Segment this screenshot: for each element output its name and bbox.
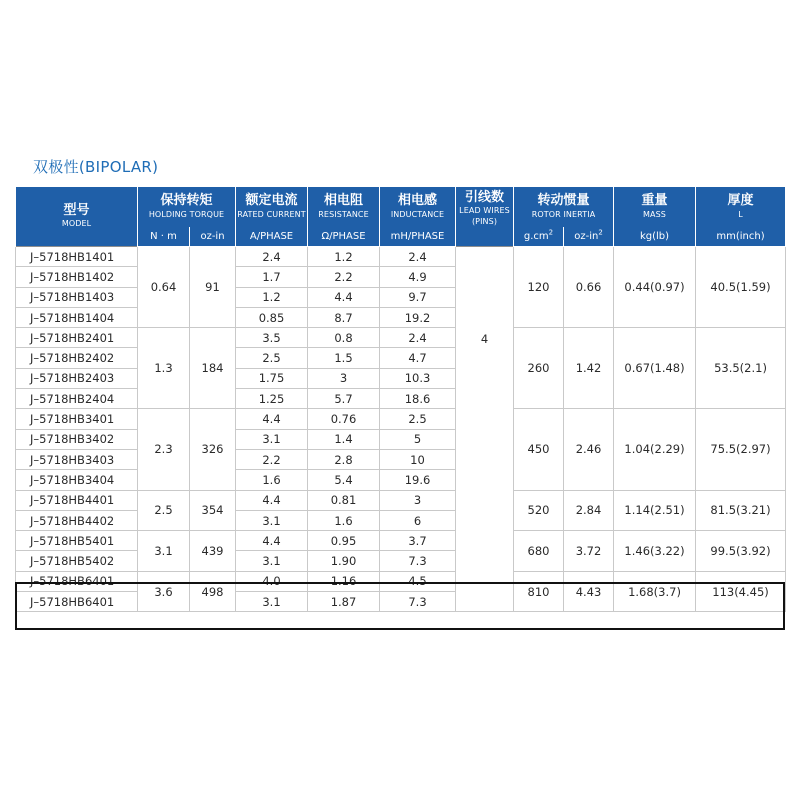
- model-cell: J–5718HB1402: [16, 267, 138, 287]
- table-title: 双极性(BIPOLAR): [33, 158, 159, 176]
- current-cell: 4.0: [236, 571, 308, 591]
- mass-cell: 1.68(3.7): [614, 571, 696, 612]
- resistance-cell: 1.16: [308, 571, 380, 591]
- header-resistance: 相电阻 RESISTANCE: [308, 187, 380, 227]
- torque-ozin-cell: 439: [190, 531, 236, 572]
- length-cell: 99.5(3.92): [696, 531, 786, 572]
- table-row: [16, 247, 786, 267]
- current-cell: 2.4: [236, 247, 308, 267]
- model-cell: J–5718HB3401: [16, 409, 138, 429]
- model-cell: J–5718HB3402: [16, 429, 138, 449]
- inductance-cell: 9.7: [380, 287, 456, 307]
- unit-mm-inch: mm(inch): [696, 227, 786, 247]
- inductance-cell: 19.2: [380, 307, 456, 327]
- resistance-cell: 1.87: [308, 592, 380, 612]
- inductance-cell: 4.7: [380, 348, 456, 368]
- inductance-cell: 10.3: [380, 368, 456, 388]
- length-cell: 113(4.45): [696, 571, 786, 612]
- torque-nm-cell: 3.6: [138, 571, 190, 612]
- torque-nm-cell: 3.1: [138, 531, 190, 572]
- model-cell: J–5718HB4402: [16, 510, 138, 530]
- model-cell: J–5718HB3404: [16, 470, 138, 490]
- torque-nm-cell: 2.3: [138, 409, 190, 490]
- model-cell: J–5718HB2404: [16, 389, 138, 409]
- current-cell: 1.2: [236, 287, 308, 307]
- current-cell: 4.4: [236, 409, 308, 429]
- inertia-gcm2-cell: 260: [514, 328, 564, 409]
- table-row: [16, 409, 786, 429]
- lead-wires-cell: [456, 247, 514, 612]
- length-cell: 81.5(3.21): [696, 490, 786, 531]
- lead-wires-value: 4: [480, 332, 489, 347]
- current-cell: 3.5: [236, 328, 308, 348]
- inductance-cell: 19.6: [380, 470, 456, 490]
- mass-cell: 1.14(2.51): [614, 490, 696, 531]
- current-cell: 2.2: [236, 449, 308, 469]
- resistance-cell: 3: [308, 368, 380, 388]
- current-cell: 0.85: [236, 307, 308, 327]
- table-row: [16, 531, 786, 551]
- unit-mh-phase: mH/PHASE: [380, 227, 456, 247]
- model-cell: J–5718HB2402: [16, 348, 138, 368]
- unit-kg-lb: kg(lb): [614, 227, 696, 247]
- inertia-gcm2-cell: 680: [514, 531, 564, 572]
- current-cell: 2.5: [236, 348, 308, 368]
- length-cell: 75.5(2.97): [696, 409, 786, 490]
- inertia-ozin2-cell: 1.42: [564, 328, 614, 409]
- inductance-cell: 2.4: [380, 328, 456, 348]
- resistance-cell: 1.4: [308, 429, 380, 449]
- table-row: [16, 328, 786, 348]
- header-lead-wires: 引线数 LEAD WIRES (PINS): [456, 187, 514, 247]
- unit-a-phase: A/PHASE: [236, 227, 308, 247]
- inertia-ozin2-cell: 0.66: [564, 247, 614, 328]
- header-length: 厚度 L: [696, 187, 786, 227]
- torque-nm-cell: 1.3: [138, 328, 190, 409]
- inertia-gcm2-cell: 810: [514, 571, 564, 612]
- resistance-cell: 2.8: [308, 449, 380, 469]
- resistance-cell: 4.4: [308, 287, 380, 307]
- header-rotor-inertia: 转动惯量 ROTOR INERTIA: [514, 187, 614, 227]
- resistance-cell: 5.4: [308, 470, 380, 490]
- unit-ozin2: $oz-in^2$: [564, 227, 614, 247]
- inductance-cell: 4.9: [380, 267, 456, 287]
- unit-ohm-phase: Ω/PHASE: [308, 227, 380, 247]
- current-cell: 4.4: [236, 531, 308, 551]
- model-cell: J–5718HB1403: [16, 287, 138, 307]
- inertia-gcm2-cell: 520: [514, 490, 564, 531]
- model-cell: J–5718HB2403: [16, 368, 138, 388]
- header-model: 型号 MODEL: [16, 187, 138, 247]
- inertia-gcm2-cell: 450: [514, 409, 564, 490]
- header-mass: 重量 MASS: [614, 187, 696, 227]
- resistance-cell: 0.8: [308, 328, 380, 348]
- model-cell: J–5718HB1404: [16, 307, 138, 327]
- inertia-gcm2-cell: 120: [514, 247, 564, 328]
- mass-cell: 1.46(3.22): [614, 531, 696, 572]
- resistance-cell: 0.95: [308, 531, 380, 551]
- unit-nm: N · m: [138, 227, 190, 247]
- inertia-ozin2-cell: 3.72: [564, 531, 614, 572]
- current-cell: 1.7: [236, 267, 308, 287]
- resistance-cell: 1.6: [308, 510, 380, 530]
- current-cell: 4.4: [236, 490, 308, 510]
- current-cell: 3.1: [236, 592, 308, 612]
- resistance-cell: 0.76: [308, 409, 380, 429]
- mass-cell: 0.67(1.48): [614, 328, 696, 409]
- header-inductance: 相电感 INDUCTANCE: [380, 187, 456, 227]
- current-cell: 1.25: [236, 389, 308, 409]
- header-rated-current: 额定电流 RATED CURRENT: [236, 187, 308, 227]
- unit-gcm2: $g.cm^2$: [514, 227, 564, 247]
- table-row: [16, 571, 786, 591]
- torque-ozin-cell: 184: [190, 328, 236, 409]
- inductance-cell: 7.3: [380, 592, 456, 612]
- unit-ozin: oz-in: [190, 227, 236, 247]
- inductance-cell: 18.6: [380, 389, 456, 409]
- torque-ozin-cell: 498: [190, 571, 236, 612]
- torque-nm-cell: 2.5: [138, 490, 190, 531]
- torque-nm-cell: 0.64: [138, 247, 190, 328]
- inductance-cell: 5: [380, 429, 456, 449]
- model-cell: J–5718HB5402: [16, 551, 138, 571]
- inductance-cell: 3.7: [380, 531, 456, 551]
- inductance-cell: 3: [380, 490, 456, 510]
- mass-cell: 0.44(0.97): [614, 247, 696, 328]
- model-cell: J–5718HB6401: [16, 571, 138, 591]
- inductance-cell: 2.5: [380, 409, 456, 429]
- length-cell: 53.5(2.1): [696, 328, 786, 409]
- current-cell: 1.6: [236, 470, 308, 490]
- bipolar-spec-table: [15, 187, 786, 612]
- model-cell: J–5718HB2401: [16, 328, 138, 348]
- inductance-cell: 10: [380, 449, 456, 469]
- current-cell: 3.1: [236, 510, 308, 530]
- inductance-cell: 4.5: [380, 571, 456, 591]
- mass-cell: 1.04(2.29): [614, 409, 696, 490]
- resistance-cell: 8.7: [308, 307, 380, 327]
- resistance-cell: 1.2: [308, 247, 380, 267]
- resistance-cell: 1.5: [308, 348, 380, 368]
- resistance-cell: 2.2: [308, 267, 380, 287]
- resistance-cell: 1.90: [308, 551, 380, 571]
- model-cell: J–5718HB6401: [16, 592, 138, 612]
- inertia-ozin2-cell: 2.84: [564, 490, 614, 531]
- inertia-ozin2-cell: 4.43: [564, 571, 614, 612]
- resistance-cell: 5.7: [308, 389, 380, 409]
- inductance-cell: 2.4: [380, 247, 456, 267]
- model-cell: J–5718HB1401: [16, 247, 138, 267]
- torque-ozin-cell: 91: [190, 247, 236, 328]
- model-cell: J–5718HB5401: [16, 531, 138, 551]
- model-cell: J–5718HB4401: [16, 490, 138, 510]
- inductance-cell: 7.3: [380, 551, 456, 571]
- length-cell: 40.5(1.59): [696, 247, 786, 328]
- torque-ozin-cell: 354: [190, 490, 236, 531]
- table-row: [16, 490, 786, 510]
- current-cell: 3.1: [236, 551, 308, 571]
- current-cell: 1.75: [236, 368, 308, 388]
- resistance-cell: 0.81: [308, 490, 380, 510]
- inductance-cell: 6: [380, 510, 456, 530]
- header-holding-torque: 保持转矩 HOLDING TORQUE: [138, 187, 236, 227]
- model-cell: J–5718HB3403: [16, 449, 138, 469]
- current-cell: 3.1: [236, 429, 308, 449]
- inertia-ozin2-cell: 2.46: [564, 409, 614, 490]
- torque-ozin-cell: 326: [190, 409, 236, 490]
